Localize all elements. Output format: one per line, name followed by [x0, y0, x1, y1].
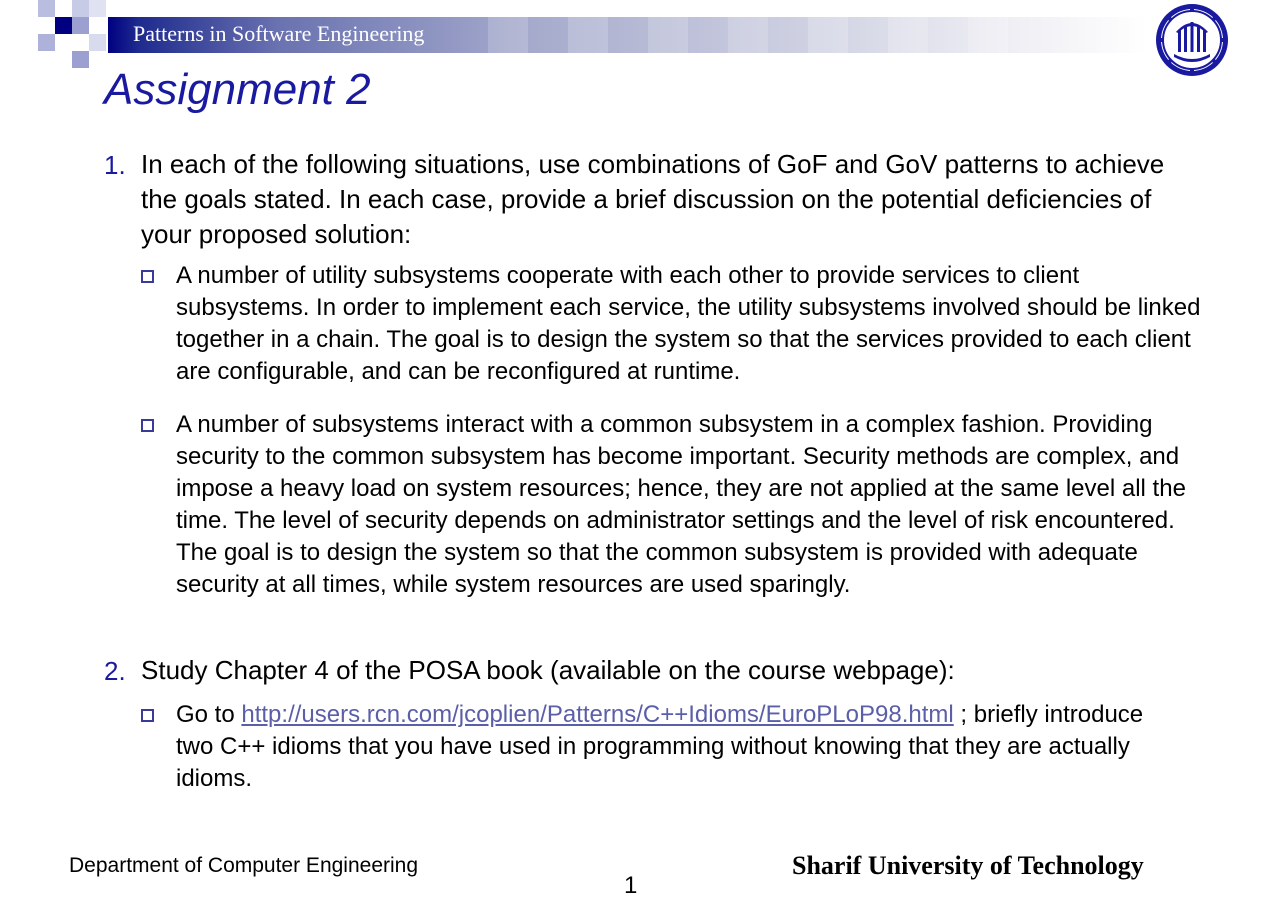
question-number: 2. — [104, 656, 126, 686]
sharif-university-emblem-icon — [1154, 2, 1230, 78]
slide-title: Assignment 2 — [104, 65, 371, 114]
footer-university: Sharif University of Technology — [792, 851, 1144, 880]
europloP98-link[interactable]: http://users.rcn.com/jcoplien/Patterns/C++Idioms/EuroPLoP98.html — [241, 701, 954, 728]
sub-item-text — [176, 699, 1186, 795]
sub-item-text: A number of subsystems interact with a common subsystem in a complex fashion. Providing security to the common subsystem has become important. Security methods are complex, and impose a heavy load on system resources; hence, they are not applied at the same level all the time. The level of security depends on administrator settings and the level of risk encountered. The goal is to design the system so that the common subsystem is provided with adequate security at all times, while system resources are used sparingly. — [176, 411, 1186, 598]
square-bullet-icon — [141, 709, 154, 722]
page-number: 1 — [624, 872, 638, 899]
question-text: In each of the following situations, use combinations of GoF and GoV patterns to achieve the goals stated. In each case, provide a brief discussion on the potential deficiencies of your proposed solution: — [141, 149, 1165, 249]
course-title: Patterns in Software Engineering — [133, 21, 425, 46]
sub-item-text: A number of utility subsystems cooperate with each other to provide services to client subsystems. In order to implement each service, the utility subsystems involved should be linked together in a chain. The goal is to design the system so that the services provided to each client are configurable, and can be reconfigured at runtime. — [176, 262, 1201, 385]
question-text: Study Chapter 4 of the POSA book (available on the course webpage): — [141, 655, 955, 685]
square-bullet-icon — [141, 419, 154, 432]
link-prefix: Go to — [176, 701, 235, 728]
footer-department: Department of Computer Engineering — [69, 854, 419, 877]
square-bullet-icon — [141, 270, 154, 283]
question-number: 1. — [104, 150, 126, 180]
link-suffix: ; briefly introduce two C++ idioms that you have used in programming without knowing that they are actually idioms. — [176, 701, 1144, 792]
